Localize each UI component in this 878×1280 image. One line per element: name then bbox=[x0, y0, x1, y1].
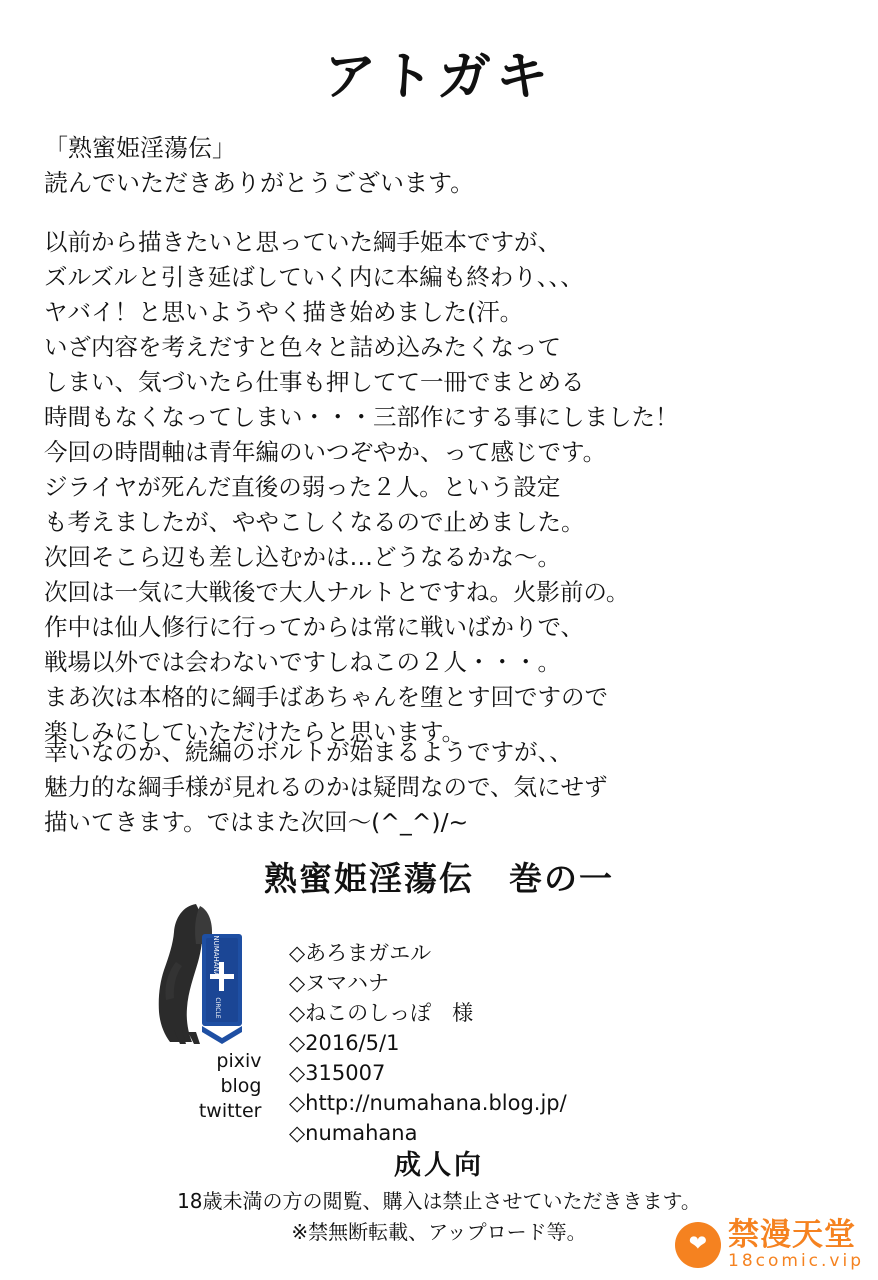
credits-list bbox=[289, 900, 567, 1148]
watermark-title: 禁漫天堂 bbox=[728, 1217, 856, 1253]
colophon-block bbox=[140, 900, 760, 1148]
heart-icon bbox=[675, 1222, 721, 1268]
afterword-closing bbox=[44, 735, 864, 840]
closing-line: 描いてきます。ではまた次回～(^_^)/~ bbox=[44, 808, 469, 836]
notice-line: 18歳未満の方の閲覧、購入は禁止させていただききます。 bbox=[177, 1189, 701, 1213]
handle-label-twitter: twitter bbox=[198, 1100, 262, 1122]
body-line: ヤバイ！と思いようやく描き始めました(汗。 bbox=[44, 298, 524, 326]
handle-label-blog: blog bbox=[220, 1075, 262, 1097]
circle-logo-icon bbox=[150, 900, 255, 1045]
credit-row-circle: ◇あろまガエル bbox=[289, 941, 432, 965]
body-line: ジライヤが死んだ直後の弱った２人。という設定 bbox=[44, 473, 561, 501]
work-title: 熟蜜姫淫蕩伝 巻の一 bbox=[264, 859, 614, 898]
body-line: 今回の時間軸は青年編のいつぞやか、って感じです。 bbox=[44, 438, 607, 466]
body-line: いざ内容を考えだすと色々と詰め込みたくなって bbox=[44, 333, 561, 361]
notice-line: ※禁無断転載、アップロード等。 bbox=[291, 1220, 587, 1244]
handle-label-pixiv: pixiv bbox=[216, 1050, 262, 1072]
svg-text:NUMAHANA: NUMAHANA bbox=[212, 935, 220, 977]
body-line: 作中は仙人修行に行ってからは常に戦いばかりで、 bbox=[44, 613, 585, 641]
credit-row-twitter[interactable]: ◇numahana bbox=[289, 1121, 418, 1145]
adult-only-label: 成人向 bbox=[394, 1150, 484, 1181]
body-line: も考えましたが、ややこしくなるので止めました。 bbox=[44, 508, 585, 536]
credit-row-printer: ◇ねこのしっぽ 様 bbox=[289, 1001, 474, 1025]
credit-row-pixiv-id: ◇315007 bbox=[289, 1061, 386, 1085]
credit-row-date: ◇2016/5/1 bbox=[289, 1031, 400, 1055]
closing-line: 魅力的な綱手様が見れるのかは疑問なので、気にせず bbox=[44, 773, 608, 801]
body-line: 以前から描きたいと思っていた綱手姫本ですが、 bbox=[44, 228, 561, 256]
body-line: 次回は一気に大戦後で大人ナルトとですね。火影前の。 bbox=[44, 578, 630, 606]
body-line: まあ次は本格的に綱手ばあちゃんを堕とす回ですので bbox=[44, 683, 608, 711]
afterword-title: アトガキ bbox=[321, 47, 556, 107]
watermark-url: 18comic.vip bbox=[728, 1251, 864, 1271]
heart-glyph: ❤ bbox=[688, 1231, 708, 1257]
body-line: 戦場以外では会わないですしねこの２人・・・。 bbox=[44, 648, 561, 676]
watermark-text bbox=[728, 1217, 864, 1271]
body-line: ズルズルと引き延ばしていく内に本編も終わり、、、 bbox=[44, 263, 584, 291]
intro-line: 読んでいただきありがとうございます。 bbox=[44, 169, 475, 197]
logo-column bbox=[140, 900, 265, 1124]
afterword-body bbox=[44, 225, 864, 750]
closing-line: 幸いなのか、続編のボルトが始まるようですが、、 bbox=[44, 738, 573, 766]
body-line: 時間もなくなってしまい・・・三部作にする事にしました！ bbox=[44, 403, 679, 431]
intro-line: 「熟蜜姫淫蕩伝」 bbox=[44, 134, 236, 162]
body-line: しまい、気づいたら仕事も押してて一冊でまとめる bbox=[44, 368, 585, 396]
svg-text:CIRCLE: CIRCLE bbox=[214, 997, 221, 1019]
handle-labels bbox=[144, 1049, 262, 1124]
afterword-intro bbox=[44, 131, 834, 201]
credit-row-author: ◇ヌマハナ bbox=[289, 971, 389, 995]
credit-row-blog-url[interactable]: ◇http://numahana.blog.jp/ bbox=[289, 1091, 567, 1115]
site-watermark bbox=[675, 1217, 864, 1271]
body-line: 次回そこら辺も差し込むかは…どうなるかな～。 bbox=[44, 543, 561, 571]
body-line: 楽しみにしていただけたらと思います。 bbox=[44, 718, 466, 746]
